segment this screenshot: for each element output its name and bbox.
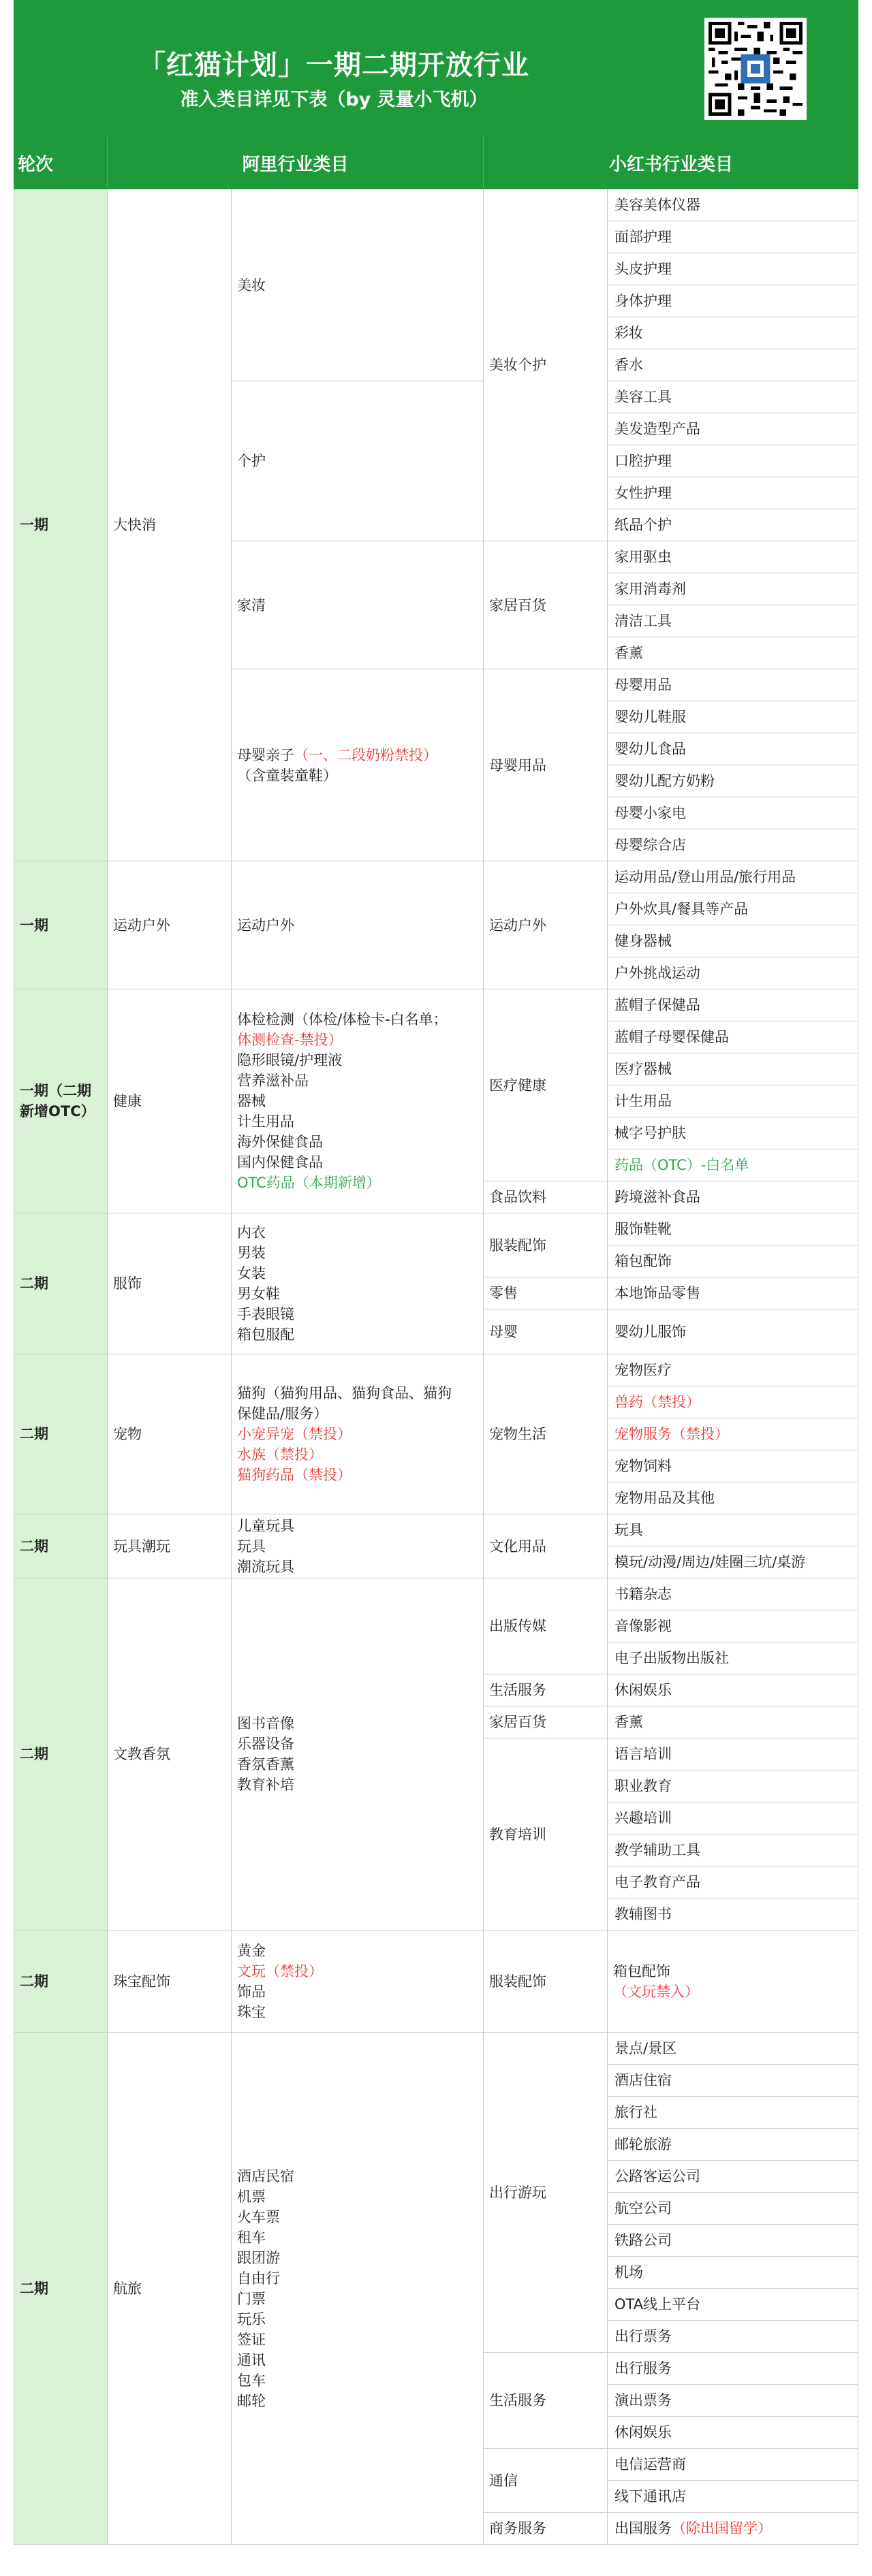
xhs-leaf-cell: 健身器械 (608, 925, 858, 957)
xhs-leaf-cell: 美容工具 (608, 381, 858, 413)
ali-l2-green-line: OTC药品（本期新增） (237, 1175, 381, 1191)
xhs-leaf-cell: 宠物医疗 (608, 1354, 858, 1386)
table-grid (14, 136, 858, 2545)
ali-l2-line: 自由行 (237, 2270, 280, 2287)
xhs-leaf-cell: 机场 (608, 2257, 858, 2289)
ali-l2-line: 海外保健食品 (237, 1134, 323, 1150)
ali-l2-cell (232, 2033, 484, 2545)
xhs-leaf-cell: 宠物饲料 (608, 1450, 858, 1482)
xhs-leaf-cell: 蓝帽子母婴保健品 (608, 1021, 858, 1053)
qr-code-graphic (708, 22, 803, 116)
xhs-leaf-cell: 女性护理 (608, 477, 858, 509)
xhs-l1-cell: 运动户外 (484, 861, 608, 989)
xhs-leaf-cell: 彩妆 (608, 317, 858, 349)
ali-l2-red-line: 小宠异宠（禁投） (237, 1426, 352, 1442)
ali-l2-red-line: 水族（禁投） (237, 1446, 323, 1463)
ali-l2-line: 珠宝 (237, 2003, 266, 2020)
xhs-l1-cell: 生活服务 (484, 2353, 608, 2449)
period-cell: 二期 (14, 1930, 108, 2033)
xhs-leaf-cell: 香薰 (608, 1706, 858, 1738)
xhs-leaf-cell: 跨境滋补食品 (608, 1181, 858, 1213)
xhs-leaf-cell: 头皮护理 (608, 253, 858, 285)
xhs-leaf-cell: 婴幼儿配方奶粉 (608, 765, 858, 797)
xhs-l1-cell: 文化用品 (484, 1514, 608, 1578)
ali-l2-red-line: 猫狗药品（禁投） (237, 1467, 352, 1483)
ali-l2-cell: 美妆 (232, 189, 484, 381)
ali-l2-line: 保健品/服务） (237, 1405, 328, 1422)
ali-l1-cell: 玩具潮玩 (108, 1514, 232, 1578)
xhs-leaf-cell (608, 1930, 858, 2033)
xhs-leaf-cell: 电子教育产品 (608, 1866, 858, 1898)
ali-l2-line: 图书音像 (237, 1715, 294, 1732)
xhs-l1-cell: 生活服务 (484, 1674, 608, 1706)
ali-l1-cell: 文教香氛 (108, 1578, 232, 1930)
xhs-l1-cell: 教育培训 (484, 1738, 608, 1930)
ali-l2-line: 女装 (237, 1265, 266, 1282)
xhs-leaf-cell: 出行票务 (608, 2321, 858, 2353)
xhs-leaf-cell: 书籍杂志 (608, 1578, 858, 1610)
xhs-leaf-cell: 婴幼儿服饰 (608, 1309, 858, 1354)
ali-l2-red-note: （一、二段奶粉禁投） (294, 746, 437, 763)
xhs-leaf-cell: 户外炊具/餐具等产品 (608, 893, 858, 925)
xhs-leaf-cell: 母婴小家电 (608, 797, 858, 829)
xhs-l1-cell: 家居百货 (484, 541, 608, 669)
ali-l1-cell: 宠物 (108, 1354, 232, 1514)
xhs-leaf-cell: 清洁工具 (608, 605, 858, 637)
ali-l2-cell (232, 1930, 484, 2033)
xhs-l1-cell: 出行游玩 (484, 2033, 608, 2353)
ali-l2-cell: 运动户外 (232, 861, 484, 989)
xhs-leaf-cell: 面部护理 (608, 221, 858, 253)
ali-l1-cell: 珠宝配饰 (108, 1930, 232, 2033)
ali-l2-line: 器械 (237, 1093, 266, 1109)
ali-l2-line: 营养滋补品 (237, 1072, 309, 1089)
xhs-leaf-cell: 酒店住宿 (608, 2065, 858, 2097)
ali-l2-cell (232, 1213, 484, 1354)
xhs-leaf-cell: 香水 (608, 349, 858, 381)
xhs-leaf-cell: 药品（OTC）-白名单 (608, 1149, 858, 1181)
ali-l2-cell (232, 669, 484, 861)
ali-l2-line: 包车 (237, 2372, 266, 2389)
column-header-xhs: 小红书行业类目 (484, 136, 858, 189)
xhs-leaf-cell: 宠物服务（禁投） (608, 1418, 858, 1450)
ali-l2-cell: 个护 (232, 381, 484, 541)
period-cell: 二期 (14, 1578, 108, 1930)
ali-l1-cell: 大快消 (108, 189, 232, 861)
period-cell: 二期 (14, 1514, 108, 1578)
xhs-leaf-cell: 口腔护理 (608, 445, 858, 477)
ali-l2-line: 男装 (237, 1245, 266, 1261)
period-cell: 一期（二期新增OTC） (14, 989, 108, 1213)
xhs-l1-cell: 通信 (484, 2449, 608, 2513)
ali-l2-line: 火车票 (237, 2208, 280, 2225)
xhs-leaf-cell: 休闲娱乐 (608, 1674, 858, 1706)
category-table (14, 136, 858, 2545)
xhs-leaf-cell: 家用驱虫 (608, 541, 858, 573)
ali-l2-line: 潮流玩具 (237, 1558, 294, 1575)
column-header-round: 轮次 (14, 136, 108, 189)
xhs-leaf-cell: 家用消毒剂 (608, 573, 858, 605)
xhs-leaf-cell: 铁路公司 (608, 2225, 858, 2257)
xhs-leaf-cell: 蓝帽子保健品 (608, 989, 858, 1021)
xhs-leaf-cell: 母婴综合店 (608, 829, 858, 861)
xhs-leaf-cell: 演出票务 (608, 2385, 858, 2417)
xhs-leaf-cell: 航空公司 (608, 2193, 858, 2225)
period-cell: 二期 (14, 1354, 108, 1514)
xhs-l1-cell: 母婴用品 (484, 669, 608, 861)
xhs-leaf-cell: 医疗器械 (608, 1053, 858, 1085)
xhs-leaf-cell: 香薰 (608, 637, 858, 669)
ali-l2-red-line: 文玩（禁投） (237, 1962, 323, 1979)
xhs-leaf-cell: 模玩/动漫/周边/娃圈三坑/桌游 (608, 1546, 858, 1578)
xhs-leaf-cell: 身体护理 (608, 285, 858, 317)
xhs-leaf-cell: 箱包配饰 (608, 1245, 858, 1277)
xhs-leaf-cell: 语言培训 (608, 1738, 858, 1770)
ali-l2-line: 隐形眼镜/护理液 (237, 1052, 343, 1068)
ali-l2-line: 跟团游 (237, 2249, 280, 2266)
xhs-leaf-cell: 电子出版物出版社 (608, 1642, 858, 1674)
ali-l2-line: 机票 (237, 2188, 266, 2205)
xhs-leaf-cell (608, 2513, 858, 2545)
ali-l2-line: 猫狗（猫狗用品、猫狗食品、猫狗 (237, 1385, 452, 1401)
xhs-leaf-cell: 美发造型产品 (608, 413, 858, 445)
xhs-l1-cell: 母婴 (484, 1309, 608, 1354)
ali-l2-line: 乐器设备 (237, 1736, 294, 1752)
xhs-l1-cell: 零售 (484, 1277, 608, 1309)
ali-l2-line: 签证 (237, 2331, 266, 2348)
xhs-leaf-cell: 纸品个护 (608, 509, 858, 541)
xhs-leaf-cell: 教辅图书 (608, 1898, 858, 1930)
xhs-l1-cell: 食品饮料 (484, 1181, 608, 1213)
ali-l2-line: 内衣 (237, 1224, 266, 1241)
period-cell: 二期 (14, 2033, 108, 2545)
xhs-leaf-cell: 械字号护肤 (608, 1117, 858, 1149)
xhs-leaf-cell: 服饰鞋靴 (608, 1213, 858, 1245)
ali-l1-cell: 服饰 (108, 1213, 232, 1354)
ali-l2-cell (232, 989, 484, 1213)
xhs-leaf-cell: 玩具 (608, 1514, 858, 1546)
ali-l2-line: 体检检测（体检/体检卡-白名单； (237, 1011, 448, 1028)
xhs-l1-cell: 商务服务 (484, 2513, 608, 2545)
xhs-leaf-cell: 兽药（禁投） (608, 1386, 858, 1418)
ali-l2-line: 男女鞋 (237, 1286, 280, 1302)
ali-l2-red-line: 体测检查-禁投） (237, 1032, 343, 1048)
page-title: 「红猫计划」一期二期开放行业 (138, 50, 529, 81)
ali-l2-line: （含童装童鞋） (237, 767, 337, 784)
column-header-ali: 阿里行业类目 (108, 136, 484, 189)
ali-l2-line: 邮轮 (237, 2392, 266, 2409)
xhs-leaf-cell: 旅行社 (608, 2097, 858, 2129)
xhs-l1-cell: 服装配饰 (484, 1930, 608, 2033)
ali-l2-line: 门票 (237, 2290, 266, 2307)
xhs-leaf-red-line: （文玩禁入） (613, 1983, 699, 2000)
ali-l2-line: 国内保健食品 (237, 1154, 323, 1171)
xhs-leaf-cell: 出行服务 (608, 2353, 858, 2385)
xhs-leaf-cell: 音像影视 (608, 1610, 858, 1642)
period-cell: 一期 (14, 861, 108, 989)
xhs-leaf-cell: 邮轮旅游 (608, 2129, 858, 2161)
ali-l2-cell: 家清 (232, 541, 484, 669)
xhs-leaf-cell: 宠物用品及其他 (608, 1482, 858, 1514)
ali-l2-line: 通讯 (237, 2351, 266, 2368)
period-cell: 二期 (14, 1213, 108, 1354)
xhs-leaf-cell: 公路客运公司 (608, 2161, 858, 2193)
ali-l2-line: 香氛香薰 (237, 1756, 294, 1772)
ali-l1-cell: 航旅 (108, 2033, 232, 2545)
ali-l2-line: 儿童玩具 (237, 1517, 294, 1534)
xhs-leaf-cell: 婴幼儿鞋服 (608, 701, 858, 733)
xhs-leaf-cell: 计生用品 (608, 1085, 858, 1117)
ali-l2-line: 手表眼镜 (237, 1306, 294, 1322)
qr-code-icon (704, 18, 807, 120)
ali-l2-line: 箱包服配 (237, 1326, 294, 1343)
page-subtitle: 准入类目详见下表（by 灵量小飞机） (180, 89, 488, 110)
xhs-leaf-line: 箱包配饰 (613, 1962, 670, 1979)
ali-l1-cell: 健康 (108, 989, 232, 1213)
ali-l2-line: 酒店民宿 (237, 2167, 294, 2184)
xhs-leaf-cell: 运动用品/登山用品/旅行用品 (608, 861, 858, 893)
xhs-leaf-cell: 母婴用品 (608, 669, 858, 701)
xhs-l1-cell: 家居百货 (484, 1706, 608, 1738)
ali-l2-line: 玩乐 (237, 2310, 266, 2327)
ali-l2-line: 计生用品 (237, 1113, 294, 1130)
xhs-leaf-cell: 线下通讯店 (608, 2481, 858, 2513)
xhs-leaf-text: 出国服务 (614, 2520, 672, 2537)
xhs-leaf-cell: 户外挑战运动 (608, 957, 858, 989)
xhs-l1-cell: 美妆个护 (484, 189, 608, 541)
xhs-l1-cell: 出版传媒 (484, 1578, 608, 1674)
xhs-leaf-cell: 景点/景区 (608, 2033, 858, 2065)
xhs-leaf-cell: 电信运营商 (608, 2449, 858, 2481)
ali-l2-text: 母婴亲子 (237, 746, 294, 763)
xhs-leaf-red-note: （除出国留学） (672, 2520, 772, 2537)
xhs-leaf-cell: 职业教育 (608, 1770, 858, 1802)
ali-l2-cell (232, 1578, 484, 1930)
xhs-leaf-cell: 教学辅助工具 (608, 1834, 858, 1866)
xhs-l1-cell: 医疗健康 (484, 989, 608, 1181)
xhs-l1-cell: 宠物生活 (484, 1354, 608, 1514)
ali-l2-cell (232, 1354, 484, 1514)
ali-l2-cell (232, 1514, 484, 1578)
xhs-leaf-cell: 美容美体仪器 (608, 189, 858, 221)
ali-l2-line: 玩具 (237, 1538, 266, 1555)
ali-l1-cell: 运动户外 (108, 861, 232, 989)
xhs-l1-cell: 服装配饰 (484, 1213, 608, 1277)
ali-l2-line: 黄金 (237, 1942, 266, 1959)
xhs-leaf-cell: 兴趣培训 (608, 1802, 858, 1834)
ali-l2-line: 教育补培 (237, 1777, 294, 1793)
period-cell: 一期 (14, 189, 108, 861)
xhs-leaf-cell: OTA线上平台 (608, 2289, 858, 2321)
xhs-leaf-cell: 婴幼儿食品 (608, 733, 858, 765)
ali-l2-line: 租车 (237, 2229, 266, 2246)
ali-l2-line: 饰品 (237, 1983, 266, 2000)
ali-l2-line (237, 745, 437, 765)
xhs-leaf-cell: 休闲娱乐 (608, 2417, 858, 2449)
header-banner (14, 0, 858, 136)
xhs-leaf-cell: 本地饰品零售 (608, 1277, 858, 1309)
